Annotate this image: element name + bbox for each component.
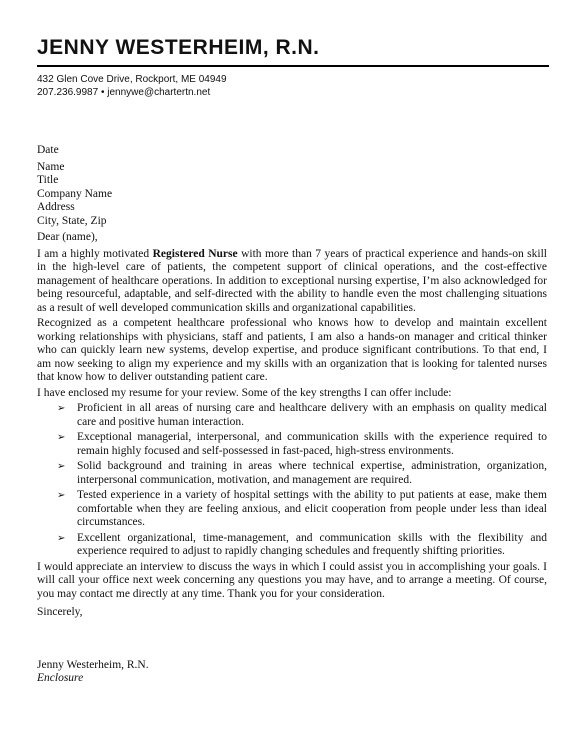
strengths-list <box>37 402 547 559</box>
strengths-intro: I have enclosed my resume for your review. Some of the key strengths I can offer include: <box>37 386 452 399</box>
strength-text: Exceptional managerial, interpersonal, and communication skills with the experience required to remain highly focused and self-possessed in fast-paced, high-stress environments. <box>77 431 547 457</box>
recipient-name: Name <box>37 160 65 173</box>
strength-text: Tested experience in a variety of hospital settings with the ability to put patients at ease, make them comfortable when they are feeling anxious, and elicit cooperation from people under less than ideal circumstances. <box>77 489 547 528</box>
paragraph-closing: I would appreciate an interview to discuss the ways in which I could assist you in accomplishing your goals. I will call your office next week concerning any questions you may have, and to arrange a meeting. Of course, you may contact me directly at any time. Thank you for your consideration. <box>37 560 547 600</box>
paragraph-intro-rest: with more than 7 years of practical experience and hands-on skill in the high-level care of patients, the competent support of clinical operations, and the cost-effective management of healthcare operations. In addition to exceptional nursing expertise, I’m also acknowledged for being resourceful, adaptable, and self-directed with the ability to handle even the most challenging situations as a result of well developed communication skills and organizational capabilities. <box>37 247 547 314</box>
paragraph-recognition: Recognized as a competent healthcare professional who knows how to develop and maintain excellent working relationships with physicians, staff and patients, I am also a hands-on manager and critical thinker who can quickly learn new systems, develop expertise, and produce significant contributions. To that end, I am now seeking to align my experience and my skills with an organization that is looking for talented nurses that know how to deliver outstanding patient care. <box>37 317 547 383</box>
sender-contact-line <box>37 86 548 99</box>
salutation: Dear (name), <box>37 231 98 243</box>
closing: Sincerely, <box>37 606 83 618</box>
recipient-company: Company Name <box>37 187 113 200</box>
paragraph-intro <box>37 248 547 316</box>
strength-text: Proficient in all areas of nursing care and healthcare delivery with an emphasis on quality medical care and positive human interaction. <box>77 402 547 428</box>
arrow-bullet-icon: ➢ <box>57 490 66 501</box>
strength-text: Solid background and training in areas where technical expertise, administration, organization, interpersonal communication, motivation, and management are required. <box>77 460 547 486</box>
list-item <box>37 431 547 458</box>
list-item <box>37 460 547 487</box>
enclosure-note: Enclosure <box>37 672 84 684</box>
paragraph-intro-start: I am a highly motivated <box>37 247 153 260</box>
list-item <box>37 402 547 429</box>
recipient-city: City, State, Zip <box>37 214 107 227</box>
list-item <box>37 489 547 530</box>
strength-text: Excellent organizational, time-management, and communication skills with the flexibility and experience required to adjust to rapidly changing schedules and frequently shifting priorities. <box>77 531 547 557</box>
contact-separator: • <box>100 87 105 98</box>
sender-phone: 207.236.9987 <box>37 87 99 98</box>
arrow-bullet-icon: ➢ <box>57 461 66 472</box>
arrow-bullet-icon: ➢ <box>57 403 66 414</box>
sender-address: 432 Glen Cove Drive, Rockport, ME 04949 <box>37 74 227 85</box>
header-rule <box>37 65 549 67</box>
date-line: Date <box>37 144 59 156</box>
sender-email: jennywe@chartertn.net <box>107 87 211 98</box>
sender-name: JENNY WESTERHEIM, R.N. <box>37 36 320 59</box>
letter-body <box>37 144 547 686</box>
recipient-title: Title <box>37 174 59 186</box>
list-item <box>37 532 547 559</box>
job-title-emphasis: Registered Nurse <box>152 247 238 260</box>
arrow-bullet-icon: ➢ <box>57 432 66 443</box>
arrow-bullet-icon: ➢ <box>57 532 66 544</box>
signature-name: Jenny Westerheim, R.N. <box>37 658 149 671</box>
recipient-address: Address <box>37 201 75 213</box>
